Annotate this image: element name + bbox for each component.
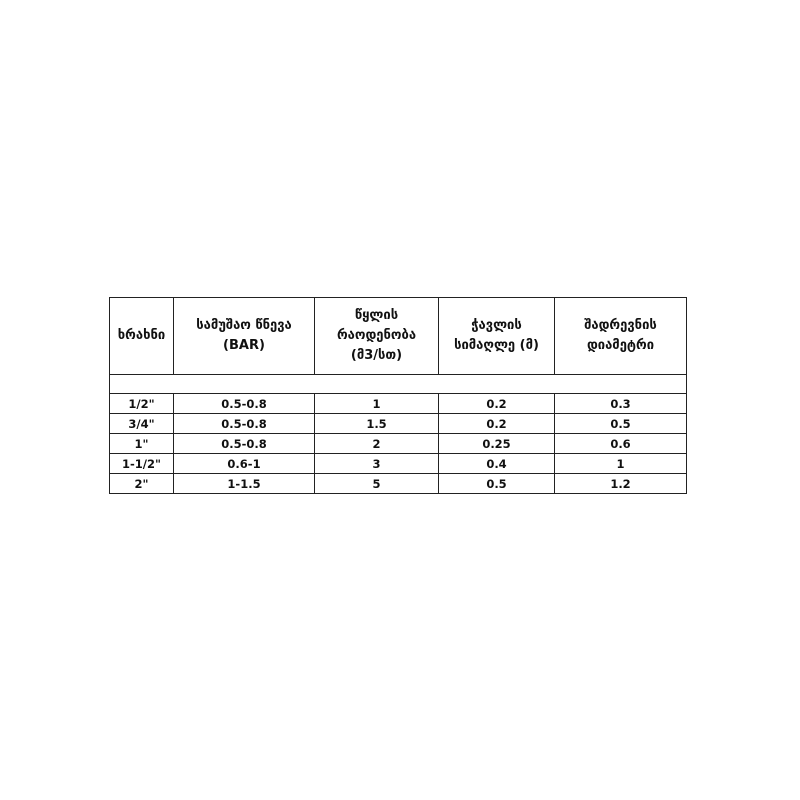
table-cell: 0.5-0.8	[174, 414, 315, 434]
table-cell: 0.25	[439, 434, 555, 454]
column-header-water-amount	[315, 298, 439, 375]
table-cell: 1	[315, 394, 439, 414]
table-cell: 1/2"	[110, 394, 174, 414]
column-header-fountain-diameter	[555, 298, 687, 375]
table-cell: 1"	[110, 434, 174, 454]
table-cell: 0.5-0.8	[174, 394, 315, 414]
column-header-thread	[110, 298, 174, 375]
table-cell: 0.4	[439, 454, 555, 474]
table-cell: 1.5	[315, 414, 439, 434]
column-header-label: ხრახნი	[117, 328, 166, 343]
column-header-jet-height	[439, 298, 555, 375]
table-cell: 3/4"	[110, 414, 174, 434]
table-cell: 2"	[110, 474, 174, 494]
table-row	[110, 414, 687, 434]
table-cell: 0.2	[439, 414, 555, 434]
table-cell: 0.6	[555, 434, 687, 454]
table-cell: 1.2	[555, 474, 687, 494]
column-header-working-pressure	[174, 298, 315, 375]
table-row	[110, 454, 687, 474]
table-cell: 1-1.5	[174, 474, 315, 494]
column-header-label: შადრევნის დიამეტრი	[584, 318, 657, 353]
table-cell: 0.3	[555, 394, 687, 414]
column-header-label: წყლის რაოდენობა (მ3/სთ)	[336, 308, 417, 363]
table-cell: 2	[315, 434, 439, 454]
column-header-label: ჭავლის სიმაღლე (მ)	[454, 318, 539, 353]
table-row	[110, 474, 687, 494]
table-cell: 0.5-0.8	[174, 434, 315, 454]
table-cell: 3	[315, 454, 439, 474]
empty-cell	[110, 375, 687, 394]
table-cell: 0.5	[439, 474, 555, 494]
table-row	[110, 394, 687, 414]
table-cell: 5	[315, 474, 439, 494]
table-cell: 0.6-1	[174, 454, 315, 474]
column-header-label: სამუშაო წნევა (BAR)	[196, 318, 292, 353]
table-cell: 0.5	[555, 414, 687, 434]
table-header-row	[110, 298, 687, 375]
table-cell: 1	[555, 454, 687, 474]
table-cell: 1-1/2"	[110, 454, 174, 474]
table-cell: 0.2	[439, 394, 555, 414]
empty-row	[110, 375, 687, 394]
table-row	[110, 434, 687, 454]
fountain-spec-table	[109, 297, 687, 494]
